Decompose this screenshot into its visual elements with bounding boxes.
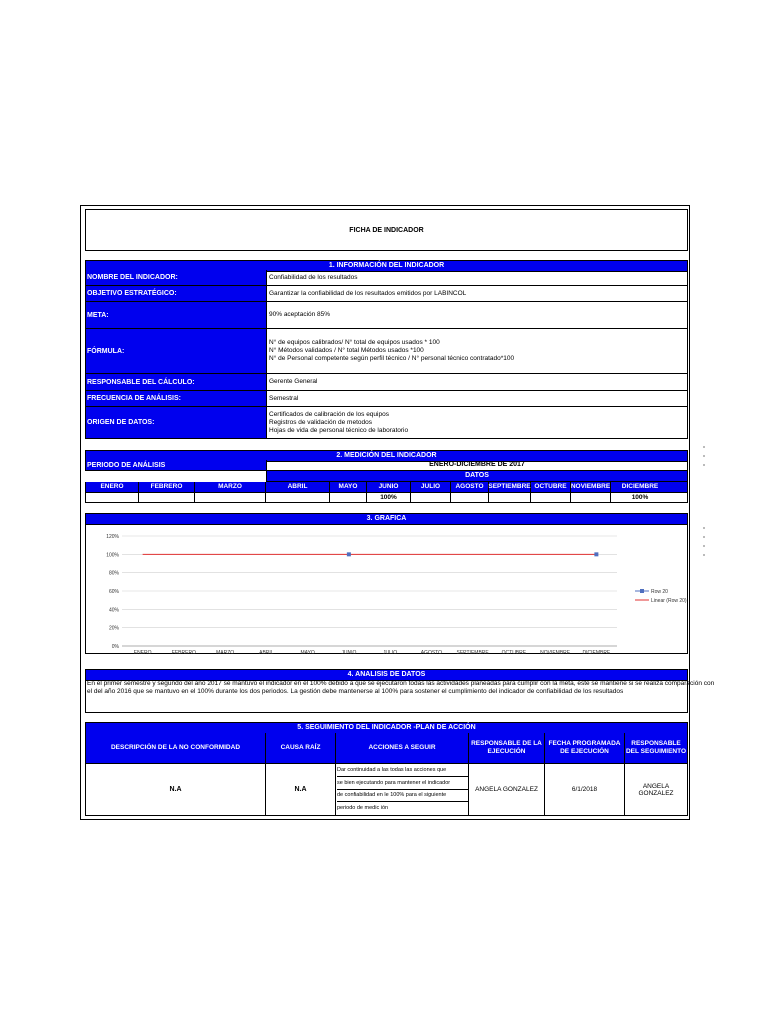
month-header: FEBRERO <box>139 482 195 492</box>
analysis-line-2: el del año 2016 que se mantuvo en el 100% durante los dos periodos. La gestión debe mantenerse al 100% para sostener el cumplimiento del indicador de confiabilidad de los resultados <box>87 688 624 695</box>
x-tick-label: ABRIL <box>259 650 274 656</box>
info-row <box>85 407 688 439</box>
descripcion-cell: N.A <box>86 764 266 815</box>
x-tick-label: OCTUBRE <box>501 650 527 656</box>
month-header: JUNIO <box>367 482 411 492</box>
info-value-line: 90% aceptación 85% <box>269 311 331 318</box>
col-causa: CAUSA RAÍZ <box>266 733 336 763</box>
datos-header: DATOS <box>266 471 688 482</box>
resp-seguimiento-cell: ANGELA GONZALEZ <box>638 782 674 797</box>
info-value-line: N° de Personal competente según perfil técnico / N° personal técnico contratado*100 <box>269 355 515 362</box>
info-label: FÓRMULA: <box>86 329 267 373</box>
y-tick-label: 120% <box>106 534 119 540</box>
y-tick-label: 100% <box>106 552 119 559</box>
info-label: OBJETIVO ESTRATÉGICO: <box>86 286 267 301</box>
month-header: SEPTIEMBRE <box>488 483 531 490</box>
y-tick-label: 80% <box>108 570 119 577</box>
month-value <box>139 493 195 502</box>
y-tick-label: 0% <box>111 644 119 650</box>
month-value <box>330 493 367 502</box>
period-value: ENERO-DICIEMBRE DE 2017 <box>429 461 525 468</box>
margin-marks-1 <box>703 446 706 473</box>
y-tick-label: 20% <box>108 625 119 632</box>
analysis-line-1: En el primer semestre y segundo del año 2017 se mantuvo el indicador en el 100% debido a que se ejecutaron todas las actividades planeadas para cumplir con la meta, este se mantiene si se realiza comparación con <box>87 680 715 687</box>
info-value-line: Confiabilidad de los resultados <box>269 273 358 281</box>
month-value: 100% <box>631 494 649 501</box>
info-value <box>267 286 466 301</box>
info-label: META: <box>86 302 267 328</box>
months-row <box>85 482 688 493</box>
month-header: ENERO <box>86 482 139 492</box>
month-value <box>195 493 266 502</box>
x-tick-label: ENERO <box>133 650 152 656</box>
info-value <box>267 374 317 390</box>
x-tick-label: JUNIO <box>341 650 357 656</box>
margin-marks-2 <box>703 527 706 563</box>
info-value-line: Garantizar la confiabilidad de los resultados emitidos por LABINCOL <box>269 289 467 297</box>
x-tick-label: AGOSTO <box>420 650 443 656</box>
month-header: NOVIEMBRE <box>570 483 611 490</box>
x-tick-label: MAYO <box>300 650 315 656</box>
month-value <box>86 493 139 502</box>
acciones-cell <box>336 764 469 815</box>
period-label: PERIODO DE ANÁLISIS <box>86 460 267 470</box>
info-row <box>85 302 688 329</box>
col-resp-ejecucion: RESPONSABLE DE LA EJECUCIÓN <box>469 733 545 763</box>
month-value <box>266 493 330 502</box>
section1-header: 1. INFORMACIÓN DEL INDICADOR <box>85 260 688 272</box>
info-value-line: Semestral <box>269 394 299 402</box>
info-value-line: N° Métodos validados / N° total Métodos usados *100 <box>269 347 424 354</box>
y-tick-label: 40% <box>108 607 119 614</box>
info-label: ORIGEN DE DATOS: <box>86 407 267 438</box>
info-value <box>267 407 408 438</box>
data-point <box>347 552 351 556</box>
month-header: DICIEMBRE <box>611 482 669 492</box>
analysis-box <box>85 679 715 713</box>
month-value <box>531 493 571 502</box>
values-row <box>85 493 688 503</box>
acciones-line-3: de confiabilidad en le 100% para el siguiente <box>337 790 468 802</box>
month-header: JULIO <box>411 482 451 492</box>
indicator-sheet <box>80 205 715 820</box>
month-value <box>571 493 611 502</box>
info-value <box>267 302 330 328</box>
data-point <box>594 552 598 556</box>
x-tick-label: MARZO <box>216 650 235 656</box>
title-box <box>85 209 688 251</box>
x-tick-label: NOVIEMBRE <box>540 650 571 656</box>
info-row <box>85 286 688 302</box>
month-header: MAYO <box>330 482 367 492</box>
info-value <box>267 270 358 285</box>
x-tick-label: FEBRERO <box>171 650 196 656</box>
info-value-line: Hojas de vida de personal técnico de laboratorio <box>269 426 409 434</box>
col-descripcion: DESCRIPCIÓN DE LA NO CONFORMIDAD <box>86 733 266 763</box>
month-value <box>489 493 531 502</box>
legend-marker-row20 <box>640 589 644 593</box>
info-label: FRECUENCIA DE ANÁLISIS: <box>86 391 267 406</box>
action-plan-row <box>85 764 688 816</box>
month-header: ABRIL <box>266 482 330 492</box>
resp-ejecucion-cell: ANGELA GONZALEZ <box>469 764 545 815</box>
month-header: MARZO <box>195 482 266 492</box>
info-row <box>85 391 688 407</box>
month-value <box>411 493 451 502</box>
x-tick-label: DICIEMBRE <box>582 650 611 656</box>
legend-label-linear: Linear (Row 20) <box>651 598 687 604</box>
info-value-line: Certificados de calibración de los equipos <box>269 410 389 418</box>
info-label: NOMBRE DEL INDICADOR: <box>86 270 267 285</box>
info-value <box>267 329 514 373</box>
page-title: FICHA DE INDICADOR <box>349 226 424 234</box>
chart-frame <box>85 524 688 654</box>
period-row <box>85 460 688 471</box>
y-tick-label: 60% <box>108 589 119 595</box>
x-tick-label: JULIO <box>383 650 398 656</box>
fecha-cell: 6/1/2018 <box>545 764 625 815</box>
month-value: 100% <box>367 493 411 502</box>
col-resp-seguimiento: RESPONSABLE DEL SEGUIMIENTO <box>625 733 687 763</box>
info-value <box>267 391 298 406</box>
section4-header: 4. ANALISIS DE DATOS <box>85 669 688 681</box>
x-tick-label: SEPTIEMBRE <box>456 650 489 656</box>
month-value <box>451 493 489 502</box>
section3-header: 3. GRAFICA <box>85 513 688 525</box>
acciones-line-1: Dar continuidad a las todas las acciones que <box>337 765 468 777</box>
info-value-line: N° de equipos calibrados/ N° total de equipos usados * 100 <box>269 339 440 346</box>
line-chart <box>86 524 687 656</box>
info-value-line: Registros de validación de metodos <box>269 418 372 426</box>
section2-header: 2. MEDICIÓN DEL INDICADOR <box>85 450 688 462</box>
info-label: RESPONSABLE DEL CÁLCULO: <box>86 374 267 390</box>
acciones-line-2: se bien ejecutando para mantener el indicador <box>337 778 468 790</box>
month-header: OCTUBRE <box>531 482 571 492</box>
col-fecha: FECHA PROGRAMADA DE EJECUCIÓN <box>545 733 625 763</box>
action-plan-header-row <box>85 733 688 764</box>
acciones-line-4: periodo de medic ión <box>337 804 389 811</box>
info-row <box>85 374 688 391</box>
info-row <box>85 270 688 286</box>
month-header: AGOSTO <box>451 482 489 492</box>
legend-label-row20: Row 20 <box>651 589 668 595</box>
info-value-line: Gerente General <box>269 378 318 385</box>
col-acciones: ACCIONES A SEGUIR <box>336 733 469 763</box>
causa-cell: N.A <box>266 764 336 815</box>
section5-header: 5. SEGUIMIENTO DEL INDICADOR -PLAN DE ACCIÓN <box>85 722 688 734</box>
info-row <box>85 329 688 374</box>
